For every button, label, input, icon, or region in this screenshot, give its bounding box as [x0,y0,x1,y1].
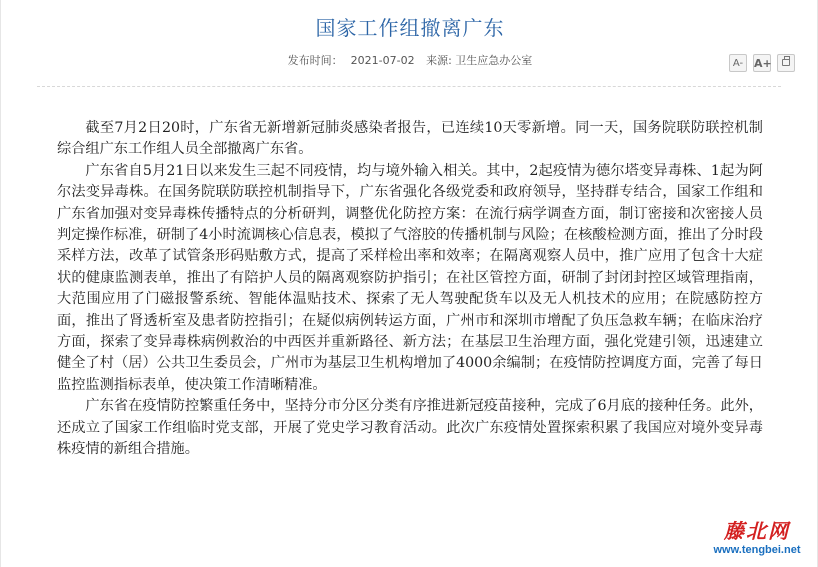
article-meta [1,52,818,68]
print-button[interactable] [777,54,795,72]
watermark-url: www.tengbei.net [713,544,801,556]
article-paragraph: 截至7月2日20时，广东省无新增新冠肺炎感染者报告，已连续10天零新增。同一天，国务院联防联控机制综合组广东工作组人员全部撤离广东省。 [57,120,763,158]
article-title: 国家工作组撤离广东 [315,16,505,40]
publish-date: 2021-07-02 [350,54,415,67]
publish-label: 发布时间： [287,54,343,67]
watermark-logo: 藤北网 [724,519,790,543]
printer-icon [782,59,790,66]
article-paragraph: 广东省在疫情防控繁重任务中，坚持分市分区分类有序推进新冠疫苗接种，完成了6月底的接种任务。此外，还成立了国家工作组临时党支部，开展了党史学习教育活动。此次广东疫情处置探索积累了我国应对境外变异毒株疫情的新组合措施。 [57,398,763,458]
font-larger-button[interactable]: A+ [753,54,771,72]
article-body [57,118,763,461]
watermark [709,519,805,557]
font-smaller-button[interactable]: A- [729,54,747,72]
source-label: 来源: 卫生应急办公室 [426,54,533,67]
header-divider [37,86,781,87]
article-paragraph: 广东省自5月21日以来发生三起不同疫情，均与境外输入相关。其中，2起疫情为德尔塔变异毒株、1起为阿尔法变异毒株。在国务院联防联控机制指导下，广东省强化各级党委和政府领导，坚持群专结合，国家工作组和广东省加强对变异毒株传播特点的分析研判，调整优化防控方案：在流行病学调查方面，制订密接和次密接人员判定操作标准，研制了4小时流调核心信息表，模拟了气溶胶的传播机制与风险；在核酸检测方面，推出了分时段采样方法，改革了试管条形码贴敷方式，提高了采样检出率和效率；在隔离观察人员中，推广应用了包含十大症状的健康监测表单，推出了有陪护人员的隔离观察防护指引；在社区管控方面，研制了封闭封控区域管理指南，大范围应用了门磁报警系统、智能体温贴技术、探索了无人驾驶配货车以及无人机技术的应用；在院感防控方面，推出了肾透析室及患者防控指引；在疑似病例转运方面，广州市和深圳市增配了负压急救车辆；在临床治疗方面，探索了变异毒株病例救治的中西医并重新路径、新方法；在基层卫生治理方面，强化党建引领，迅速建立健全了村（居）公共卫生委员会，广州市为基层卫生机构增加了4000余编制；在疫情防控调度方面，完善了每日监控监测指标表单，使决策工作清晰精准。 [57,162,763,393]
article-toolbar [729,54,795,72]
